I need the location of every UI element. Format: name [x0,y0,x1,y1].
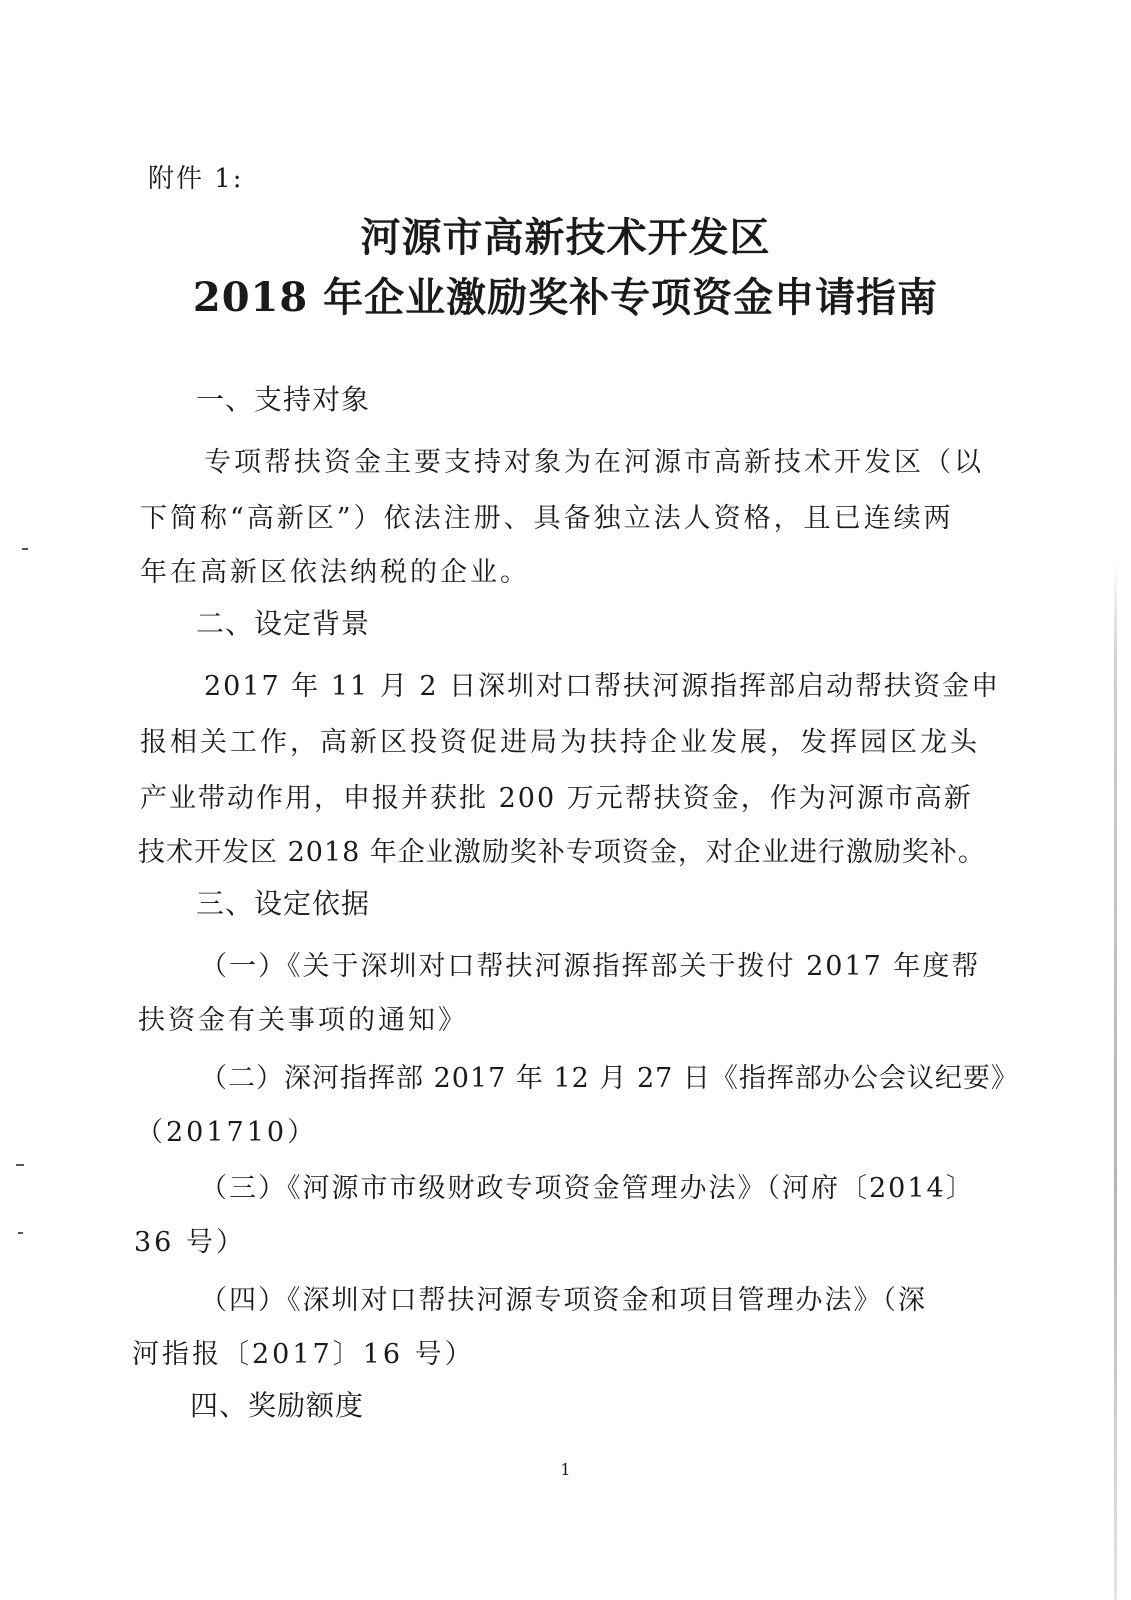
reference-item: （四）《深圳对口帮扶河源专项资金和项目管理办法》（深 [200,1285,927,1316]
paragraph-line: 2017 年 11 月 2 日深圳对口帮扶河源指挥部启动帮扶资金申 [204,671,1001,702]
reference-item-continuation: （201710） [136,1117,318,1148]
scan-speck [16,1164,24,1166]
document-title-line1: 河源市高新技术开发区 [360,214,771,261]
paragraph-line: 下简称“高新区”）依法注册、具备独立法人资格，且已连续两 [140,503,954,534]
paragraph-line: 报相关工作，高新区投资促进局为扶持企业发展，发挥园区龙头 [140,727,980,758]
reference-item-continuation: 扶资金有关事项的通知》 [138,1005,468,1036]
page-number: 1 [560,1460,571,1479]
section-heading-reward-amount: 四、奖励额度 [190,1389,365,1422]
paragraph-line: 年在高新区依法纳税的企业。 [140,557,530,588]
section-heading-background: 二、设定背景 [196,607,371,640]
scan-speck [18,1232,23,1234]
reference-item: （二）深河指挥部 2017 年 12 月 27 日《指挥部办公会议纪要》 [200,1063,1019,1094]
scan-speck [22,548,28,550]
reference-item-continuation: 河指报〔2017〕16 号） [132,1339,475,1370]
section-heading-support-target: 一、支持对象 [196,383,371,416]
reference-item-continuation: 36 号） [134,1227,246,1258]
reference-item: （三）《河源市市级财政专项资金管理办法》（河府〔2014〕 [200,1173,975,1204]
paragraph-line: 技术开发区 2018 年企业激励奖补专项资金，对企业进行激励奖补。 [138,837,986,868]
document-title-line2: 2018 年企业激励奖补专项资金申请指南 [192,274,939,321]
attachment-label: 附件 1: [148,164,244,194]
section-heading-basis: 三、设定依据 [196,887,371,920]
paragraph-line: 产业带动作用，申报并获批 200 万元帮扶资金，作为河源市高新 [140,783,973,814]
scan-edge-shadow [1114,560,1117,1600]
reference-item: （一）《关于深圳对口帮扶河源指挥部关于拨付 2017 年度帮 [200,951,981,982]
paragraph-line: 专项帮扶资金主要支持对象为在河源市高新技术开发区（以 [204,447,984,478]
